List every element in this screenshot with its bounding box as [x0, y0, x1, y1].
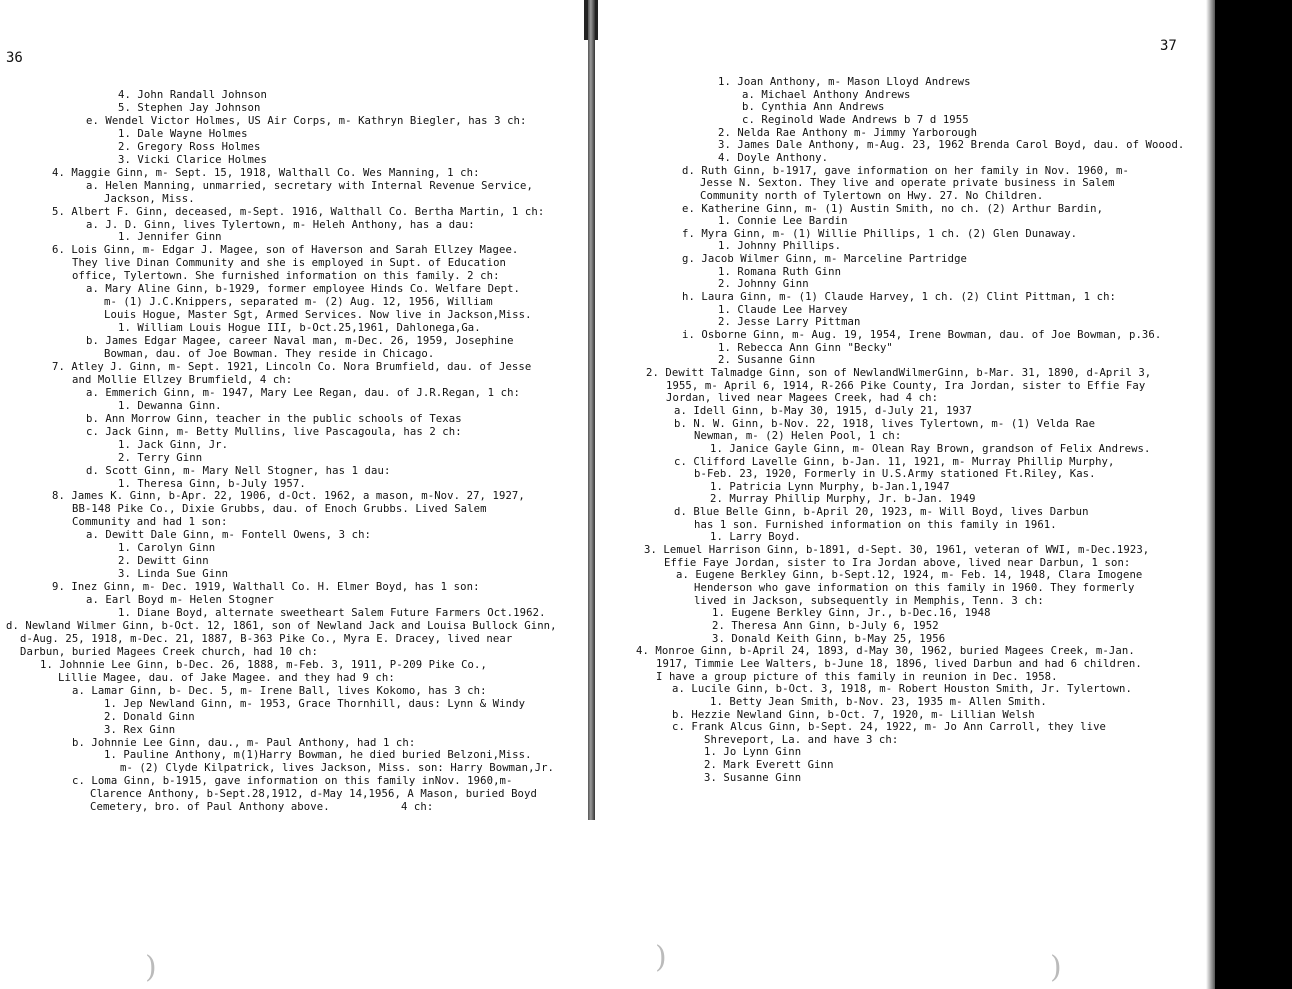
- text-line: b. N. W. Ginn, b-Nov. 22, 1918, lives Tylertown, m- (1) Velda Rae: [674, 417, 1096, 430]
- text-line: 2. Murray Phillip Murphy, Jr. b-Jan. 1949: [710, 493, 976, 506]
- text-line: 3. Rex Ginn: [104, 723, 176, 736]
- text-line: 6. Lois Ginn, m- Edgar J. Magee, son of Haverson and Sarah Ellzey Magee.: [52, 244, 519, 257]
- text-line: f. Myra Ginn, m- (1) Willie Phillips, 1 ch. (2) Glen Dunaway.: [682, 227, 1078, 240]
- text-line: a. Mary Aline Ginn, b-1929, former employee Hinds Co. Welfare Dept.: [86, 283, 521, 296]
- text-line: 1. Romana Ruth Ginn: [718, 265, 842, 278]
- text-line: a. Emmerich Ginn, m- 1947, Mary Lee Regan, dau. of J.R.Regan, 1 ch:: [86, 386, 521, 399]
- right-page: [600, 0, 1215, 989]
- text-line: e. Katherine Ginn, m- (1) Austin Smith, no ch. (2) Arthur Bardin,: [682, 202, 1104, 215]
- text-line: a. Lucile Ginn, b-Oct. 3, 1918, m- Robert Houston Smith, Jr. Tylertown.: [672, 683, 1132, 696]
- text-line: g. Jacob Wilmer Ginn, m- Marceline Partridge: [682, 253, 968, 266]
- text-line: Henderson who gave information on this family in 1960. They formerly: [694, 582, 1135, 594]
- text-line: 4. John Randall Johnson: [118, 89, 267, 101]
- text-line: has 1 son. Furnished information on this family in 1961.: [694, 518, 1057, 531]
- text-line: c. Reginold Wade Andrews b 7 d 1955: [742, 113, 969, 126]
- text-line: 1. Jack Ginn, Jr.: [118, 438, 229, 451]
- text-line: 1. Larry Boyd.: [710, 531, 801, 544]
- text-line: m- (2) Clyde Kilpatrick, lives Jackson, Miss. son: Harry Bowman,Jr.: [120, 762, 555, 775]
- text-line: 2. Jesse Larry Pittman: [718, 316, 861, 329]
- text-line: 1. Carolyn Ginn: [118, 542, 216, 555]
- text-line: 1. Diane Boyd, alternate sweetheart Salem Future Farmers Oct.1962.: [118, 607, 546, 619]
- text-line: 1. Dewanna Ginn.: [118, 399, 222, 412]
- text-line: 4. Monroe Ginn, b-April 24, 1893, d-May 30, 1962, buried Magees Creek, m-Jan.: [636, 645, 1135, 658]
- text-line: b-Feb. 23, 1920, Formerly in U.S.Army stationed Ft.Riley, Kas.: [694, 468, 1096, 481]
- text-line: 1. Rebecca Ann Ginn "Becky": [718, 341, 893, 354]
- text-line: 1. Pauline Anthony, m(1)Harry Bowman, he died buried Belzoni,Miss.: [104, 749, 532, 762]
- text-line: a. Earl Boyd m- Helen Stogner: [86, 594, 274, 607]
- text-line: 2. Johnny Ginn: [718, 278, 809, 291]
- text-line: c. Clifford Lavelle Ginn, b-Jan. 11, 1921, m- Murray Phillip Murphy,: [674, 455, 1115, 468]
- page-number: 36: [6, 50, 23, 66]
- text-line: 8. James K. Ginn, b-Apr. 22, 1906, d-Oct. 1962, a mason, m-Nov. 27, 1927,: [52, 490, 525, 503]
- text-line: 4. Doyle Anthony.: [718, 151, 829, 164]
- text-line: 3. Vicki Clarice Holmes: [118, 153, 267, 166]
- text-line: Darbun, buried Magees Creek church, had 10 ch:: [20, 645, 318, 658]
- text-line: Effie Faye Jordan, sister to Ira Jordan above, lived near Darbun, 1 son:: [664, 556, 1131, 569]
- text-line: a. Michael Anthony Andrews: [742, 88, 911, 101]
- text-line: 1. Dale Wayne Holmes: [118, 127, 248, 140]
- text-line: 3. Linda Sue Ginn: [118, 568, 229, 581]
- text-line: e. Wendel Victor Holmes, US Air Corps, m- Kathryn Biegler, has 3 ch:: [86, 114, 527, 127]
- text-line: 2. Theresa Ann Ginn, b-July 6, 1952: [712, 619, 939, 632]
- text-line: 1. Johnnie Lee Ginn, b-Dec. 26, 1888, m-Feb. 3, 1911, P-209 Pike Co.,: [40, 658, 487, 671]
- text-line: a. Lamar Ginn, b- Dec. 5, m- Irene Ball, lives Kokomo, has 3 ch:: [72, 684, 487, 697]
- text-line: d-Aug. 25, 1918, m-Dec. 21, 1887, B-363 Pike Co., Myra E. Dracey, lived near: [20, 632, 513, 645]
- text-line: 5. Albert F. Ginn, deceased, m-Sept. 1916, Walthall Co. Bertha Martin, 1 ch:: [52, 205, 545, 218]
- text-line: 1. Janice Gayle Ginn, m- Olean Ray Brown, grandson of Felix Andrews.: [710, 442, 1151, 455]
- text-line: They live Dinan Community and she is employed in Supt. of Education: [72, 257, 507, 270]
- text-line: a. J. D. Ginn, lives Tylertown, m- Heleh Anthony, has a dau:: [86, 218, 475, 231]
- text-line: d. Newland Wilmer Ginn, b-Oct. 12, 1861, son of Newland Jack and Louisa Bullock Ginn,: [6, 619, 557, 632]
- text-line: m- (1) J.C.Knippers, separated m- (2) Aug. 12, 1956, William: [104, 296, 493, 309]
- left-page: [0, 0, 590, 989]
- text-line: 3. James Dale Anthony, m-Aug. 23, 1962 Brenda Carol Boyd, dau. of Woood.: [718, 139, 1185, 152]
- text-line: 1. Jep Newland Ginn, m- 1953, Grace Thornhill, daus: Lynn & Windy: [104, 697, 526, 710]
- text-line: 2. Gregory Ross Holmes: [118, 140, 261, 153]
- text-line: 1. Jennifer Ginn: [118, 231, 222, 244]
- text-line: 2. Terry Ginn: [118, 451, 203, 464]
- text-line: and Mollie Ellzey Brumfield, 4 ch:: [72, 373, 293, 386]
- text-line: 1. Theresa Ginn, b-July 1957.: [118, 477, 306, 490]
- text-line: 1. Jo Lynn Ginn: [704, 746, 802, 759]
- text-line: Cemetery, bro. of Paul Anthony above. 4 ch:: [90, 801, 434, 814]
- text-line: 1955, m- April 6, 1914, R-266 Pike County, Ira Jordan, sister to Effie Fay: [666, 379, 1146, 392]
- text-line: b. Cynthia Ann Andrews: [742, 101, 885, 114]
- text-line: lived in Jackson, subsequently in Memphis, Tenn. 3 ch:: [694, 594, 1044, 607]
- text-line: b. Ann Morrow Ginn, teacher in the public schools of Texas: [86, 412, 462, 425]
- text-line: Louis Hogue, Master Sgt, Armed Services. Now live in Jackson,Miss.: [104, 309, 532, 322]
- text-line: b. Johnnie Lee Ginn, dau., m- Paul Anthony, had 1 ch:: [72, 736, 416, 749]
- text-line: 1. Joan Anthony, m- Mason Lloyd Andrews: [718, 76, 971, 88]
- page-curl-mark: ): [1050, 950, 1062, 985]
- text-line: 1. William Louis Hogue III, b-Oct.25,1961, Dahlonega,Ga.: [118, 322, 481, 335]
- text-line: 9. Inez Ginn, m- Dec. 1919, Walthall Co. H. Elmer Boyd, has 1 son:: [52, 581, 480, 594]
- text-line: Jordan, lived near Magees Creek, had 4 ch:: [666, 392, 939, 405]
- text-line: 1. Claude Lee Harvey: [718, 303, 848, 316]
- text-line: 4. Maggie Ginn, m- Sept. 15, 1918, Walthall Co. Wes Manning, 1 ch:: [52, 166, 480, 179]
- text-line: office, Tylertown. She furnished information on this family. 2 ch:: [72, 270, 500, 283]
- text-line: I have a group picture of this family in reunion in Dec. 1958.: [656, 670, 1058, 683]
- text-line: 2. Dewitt Talmadge Ginn, son of NewlandWilmerGinn, b-Mar. 31, 1890, d-April 3,: [646, 366, 1152, 379]
- text-line: 2. Mark Everett Ginn: [704, 759, 834, 772]
- text-line: 2. Dewitt Ginn: [118, 555, 209, 568]
- text-line: 3. Donald Keith Ginn, b-May 25, 1956: [712, 632, 946, 645]
- text-line: Jesse N. Sexton. They live and operate private business in Salem: [700, 177, 1115, 190]
- text-line: Lillie Magee, dau. of Jake Magee. and they had 9 ch:: [58, 671, 395, 684]
- text-line: 2. Susanne Ginn: [718, 354, 816, 367]
- text-line: b. James Edgar Magee, career Naval man, m-Dec. 26, 1959, Josephine: [86, 335, 514, 348]
- text-line: 3. Susanne Ginn: [704, 771, 802, 784]
- text-line: Jackson, Miss.: [104, 192, 195, 205]
- text-line: Newman, m- (2) Helen Pool, 1 ch:: [694, 430, 902, 443]
- text-line: a. Idell Ginn, b-May 30, 1915, d-July 21, 1937: [674, 404, 972, 417]
- text-line: 1. Connie Lee Bardin: [718, 215, 848, 228]
- text-line: Bowman, dau. of Joe Bowman. They reside in Chicago.: [104, 348, 435, 360]
- text-line: BB-148 Pike Co., Dixie Grubbs, dau. of Enoch Grubbs. Lived Salem: [72, 503, 487, 516]
- text-line: a. Dewitt Dale Ginn, m- Fontell Owens, 3 ch:: [86, 529, 372, 542]
- text-line: 5. Stephen Jay Johnson: [118, 101, 261, 114]
- page-curl-mark: ): [655, 940, 667, 975]
- text-line: d. Scott Ginn, m- Mary Nell Stogner, has 1 dau:: [86, 464, 391, 477]
- text-line: c. Frank Alcus Ginn, b-Sept. 24, 1922, m- Jo Ann Carroll, they live: [672, 721, 1107, 734]
- scan-edge: [1215, 0, 1292, 989]
- text-line: h. Laura Ginn, m- (1) Claude Harvey, 1 ch. (2) Clint Pittman, 1 ch:: [682, 291, 1117, 304]
- text-line: a. Helen Manning, unmarried, secretary with Internal Revenue Service,: [86, 179, 533, 192]
- text-line: c. Jack Ginn, m- Betty Mullins, live Pascagoula, has 2 ch:: [86, 425, 462, 438]
- text-line: 1. Eugene Berkley Ginn, Jr., b-Dec.16, 1948: [712, 607, 991, 620]
- text-line: i. Osborne Ginn, m- Aug. 19, 1954, Irene Bowman, dau. of Joe Bowman, p.36.: [682, 329, 1162, 341]
- text-line: Community north of Tylertown on Hwy. 27. No Children.: [700, 189, 1044, 202]
- text-line: 3. Lemuel Harrison Ginn, b-1891, d-Sept. 30, 1961, veteran of WWI, m-Dec.1923,: [644, 544, 1150, 557]
- text-line: b. Hezzie Newland Ginn, b-Oct. 7, 1920, m- Lillian Welsh: [672, 708, 1035, 721]
- text-line: d. Blue Belle Ginn, b-April 20, 1923, m- Will Boyd, lives Darbun: [674, 506, 1089, 519]
- text-line: 1. Patricia Lynn Murphy, b-Jan.1,1947: [710, 480, 950, 493]
- text-line: 1. Betty Jean Smith, b-Nov. 23, 1935 m- Allen Smith.: [710, 695, 1047, 708]
- text-line: 7. Atley J. Ginn, m- Sept. 1921, Lincoln Co. Nora Brumfield, dau. of Jesse: [52, 360, 532, 373]
- page-number: 37: [1160, 38, 1177, 54]
- text-line: Clarence Anthony, b-Sept.28,1912, d-May 14,1956, A Mason, buried Boyd: [90, 788, 537, 801]
- text-line: c. Loma Ginn, b-1915, gave information on this family inNov. 1960,m-: [72, 775, 513, 788]
- text-line: Shreveport, La. and have 3 ch:: [704, 733, 899, 746]
- text-line: 1. Johnny Phillips.: [718, 240, 842, 253]
- text-line: 2. Donald Ginn: [104, 710, 195, 723]
- text-line: Community and had 1 son:: [72, 516, 228, 529]
- text-line: 1917, Timmie Lee Walters, b-June 18, 1896, lived Darbun and had 6 children.: [656, 657, 1142, 670]
- text-line: 2. Nelda Rae Anthony m- Jimmy Yarborough: [718, 126, 978, 139]
- page-curl-mark: ): [145, 950, 157, 985]
- text-line: d. Ruth Ginn, b-1917, gave information on her family in Nov. 1960, m-: [682, 164, 1129, 177]
- text-line: a. Eugene Berkley Ginn, b-Sept.12, 1924, m- Feb. 14, 1948, Clara Imogene: [676, 569, 1143, 582]
